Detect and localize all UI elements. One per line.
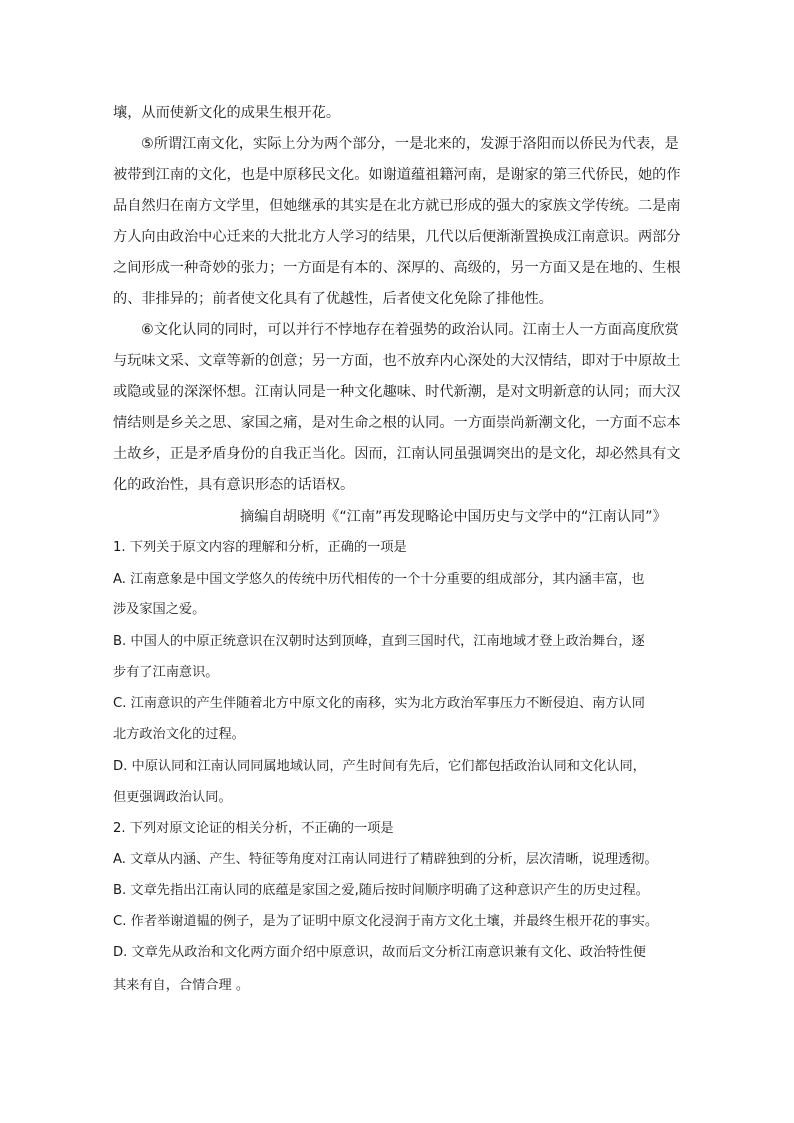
question-2-option-a: A. 文章从内涵、产生、特征等角度对江南认同进行了精辟独到的分析，层次清晰，说理透彻。 [113,852,658,867]
question-2-option-b: B. 文章先指出江南认同的底蕴是家国之爱,随后按时间顺序明确了这种意识产生的历史过程。 [113,883,649,898]
question-1-option-b-cont: 步有了江南意识。 [113,665,219,680]
passage-line: 化的政治性，具有意识形态的话语权。 [113,477,355,493]
question-1-option-d: D. 中原认同和江南认同同属地域认同，产生时间有先后，它们都包括政治认同和文化认同， [113,759,646,774]
question-1-option-c: C. 江南意识的产生伴随着北方中原文化的南移，实为北方政治军事压力不断侵迫、南方认同 [113,696,645,711]
passage-line: 方人向由政治中心迁来的大批北方人学习的结果，几代以后便渐渐置换成江南意识。两部分 [113,229,681,245]
question-2-option-d: D. 文章先从政治和文化两方面介绍中原意识，故而后文分析江南意识兼有文化、政治特性便 [113,945,646,960]
passage-line: 的、非排异的；前者使文化具有了优越性，后者使文化免除了排他性。 [113,291,553,307]
question-2-stem: 2. 下列对原文论证的相关分析，不正确的一项是 [113,821,394,836]
paragraph-6-first-line: ⑥文化认同的同时，可以并行不悖地存在着强势的政治认同。江南士人一方面高度欣赏 [141,322,679,338]
question-1-option-b: B. 中国人的中原正统意识在汉朝时达到顶峰，直到三国时代，江南地域才登上政治舞台，逐 [113,634,645,649]
passage-line: 之间形成一种奇妙的张力；一方面是有本的、深厚的、高级的，另一方面又是在地的、生根 [113,260,681,276]
paragraph-5-first-line: ⑤所谓江南文化，实际上分为两个部分，一是北来的，发源于洛阳而以侨民为代表，是 [141,136,679,152]
question-1-option-a: A. 江南意象是中国文学悠久的传统中历代相传的一个十分重要的组成部分，其内涵丰富，也 [113,572,645,587]
question-1-option-d-cont: 但更强调政治认同。 [113,790,232,805]
question-1-option-c-cont: 北方政治文化的过程。 [113,727,245,742]
passage-line: 被带到江南的文化，也是中原移民文化。如谢道蕴祖籍河南，是谢家的第三代侨民，她的作 [113,167,681,183]
passage-line: 情结则是乡关之思、家国之痛，是对生命之根的认同。一方面崇尚新潮文化，一方面不忘本 [113,415,681,431]
passage-line: 土故乡，正是矛盾身份的自我正当化。因而，江南认同虽强调突出的是文化，却必然具有文 [113,446,681,462]
passage-line: 品自然归在南方文学里，但她继承的其实是在北方就已形成的强大的家族文学传统。二是南 [113,198,681,214]
question-2-option-c: C. 作者举谢道韫的例子，是为了证明中原文化浸润于南方文化土壤，并最终生根开花的事实。 [113,914,659,929]
passage-line: 与玩味文采、文章等新的创意；另一方面，也不放弃内心深处的大汉情结，即对于中原故土 [113,353,681,369]
question-1-option-a-cont: 涉及家国之爱。 [113,602,206,617]
question-1-stem: 1. 下列关于原文内容的理解和分析，正确的一项是 [113,540,407,555]
passage-line: 壤，从而使新文化的成果生根开花。 [113,105,341,121]
question-2-option-d-cont: 其来有自，合情合理 。 [113,978,250,993]
source-citation: 摘编自胡晓明《“江南”再发现略论中国历史与文学中的“江南认同”》 [240,509,667,525]
passage-line: 或隐或显的深深怀想。江南认同是一种文化趣味、时代新潮，是对文明新意的认同；而大汉 [113,384,681,400]
